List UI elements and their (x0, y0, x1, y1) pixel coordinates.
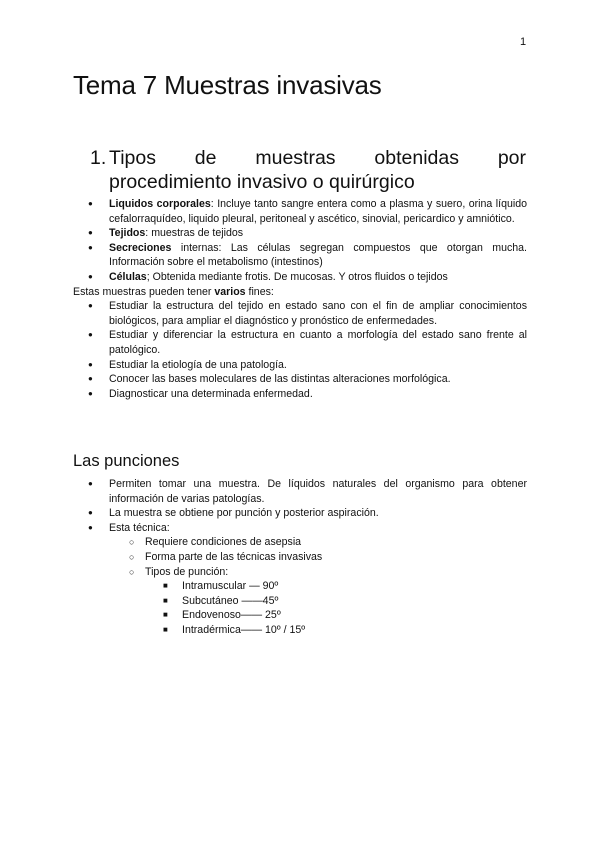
page-title: Tema 7 Muestras invasivas (73, 70, 382, 100)
item-term: Liquidos corporales (109, 198, 211, 210)
technique-sublist (73, 535, 527, 579)
list-item: ● La muestra se obtiene por punción y posterior aspiración. (73, 506, 527, 521)
purposes-intro (73, 285, 527, 300)
punciones-block (73, 477, 527, 638)
item-term: Secreciones (109, 241, 172, 254)
item-text: Incluye tanto sangre entera como a plasma y suero, orina líquido cefalorraquídeo, liquido pleural, peritoneal y ascético, sinovial, pericardico y amniótico. (109, 198, 527, 225)
puncture-type-item: ■ Subcutáneo ——45º (73, 594, 527, 609)
purposes-intro-bold: varios (214, 285, 246, 298)
puncture-type-item: ■ Intradérmica—— 10º / 15º (73, 623, 527, 638)
section-heading-punciones: Las punciones (73, 452, 180, 470)
section-heading-line1: Tipos de muestras obtenidas por (109, 147, 526, 169)
puncture-types-list (73, 579, 527, 637)
sublist-item: ○ Forma parte de las técnicas invasivas (73, 550, 527, 565)
sublist-item: ○ Requiere condiciones de asepsia (73, 535, 527, 550)
item-text: internas: Las células segregan compuestos que otorgan mucha. Información sobre el metabolismo (intestinos) (109, 241, 527, 269)
list-item (73, 241, 527, 270)
punciones-list (73, 477, 527, 535)
section-heading-tipos (90, 146, 526, 194)
sample-types-block (73, 197, 527, 401)
puncture-type-item: ■ Endovenoso—— 25º (73, 608, 527, 623)
sample-types-list (73, 197, 527, 285)
puncture-type-item: ■ Intramuscular — 90º (73, 579, 527, 594)
list-item (73, 226, 527, 241)
purposes-intro-pre: Estas muestras pueden tener (73, 285, 215, 298)
item-sep: ; (146, 270, 150, 283)
purposes-list (73, 299, 527, 401)
item-term: Tejidos (109, 227, 146, 240)
item-text: muestras de tejidos (148, 227, 244, 240)
item-term: Células (109, 270, 147, 283)
page-number: 1 (520, 36, 527, 48)
section-heading-line2: procedimiento invasivo o quirúrgico (109, 171, 415, 193)
list-item: ● Conocer las bases moleculares de las distintas alteraciones morfológica. (73, 372, 527, 387)
list-item: ● Estudiar y diferenciar la estructura en cuanto a morfología del estado sano frente al patológico. (73, 328, 527, 357)
list-item: ● Estudiar la estructura del tejido en estado sano con el fin de ampliar conocimientos biológicos, para ampliar el diagnóstico y pronóstico de enfermedades. (73, 299, 527, 328)
list-item: ● Estudiar la etiología de una patología. (73, 358, 527, 373)
list-item (73, 270, 527, 285)
list-item (73, 197, 527, 226)
item-sep: : (145, 227, 149, 240)
item-text: Obtenida mediante frotis. De mucosas. Y otros fluidos o tejidos (149, 270, 448, 283)
purposes-intro-post: fines: (245, 285, 274, 298)
sublist-item: ○ Tipos de punción: (73, 565, 527, 580)
section-number: 1. (90, 147, 107, 169)
list-item: ● Esta técnica: (73, 521, 527, 536)
item-sep: : (210, 198, 214, 210)
list-item: ● Permiten tomar una muestra. De líquidos naturales del organismo para obtener información de varias patologías. (73, 477, 527, 506)
list-item: ● Diagnosticar una determinada enfermedad. (73, 387, 527, 402)
